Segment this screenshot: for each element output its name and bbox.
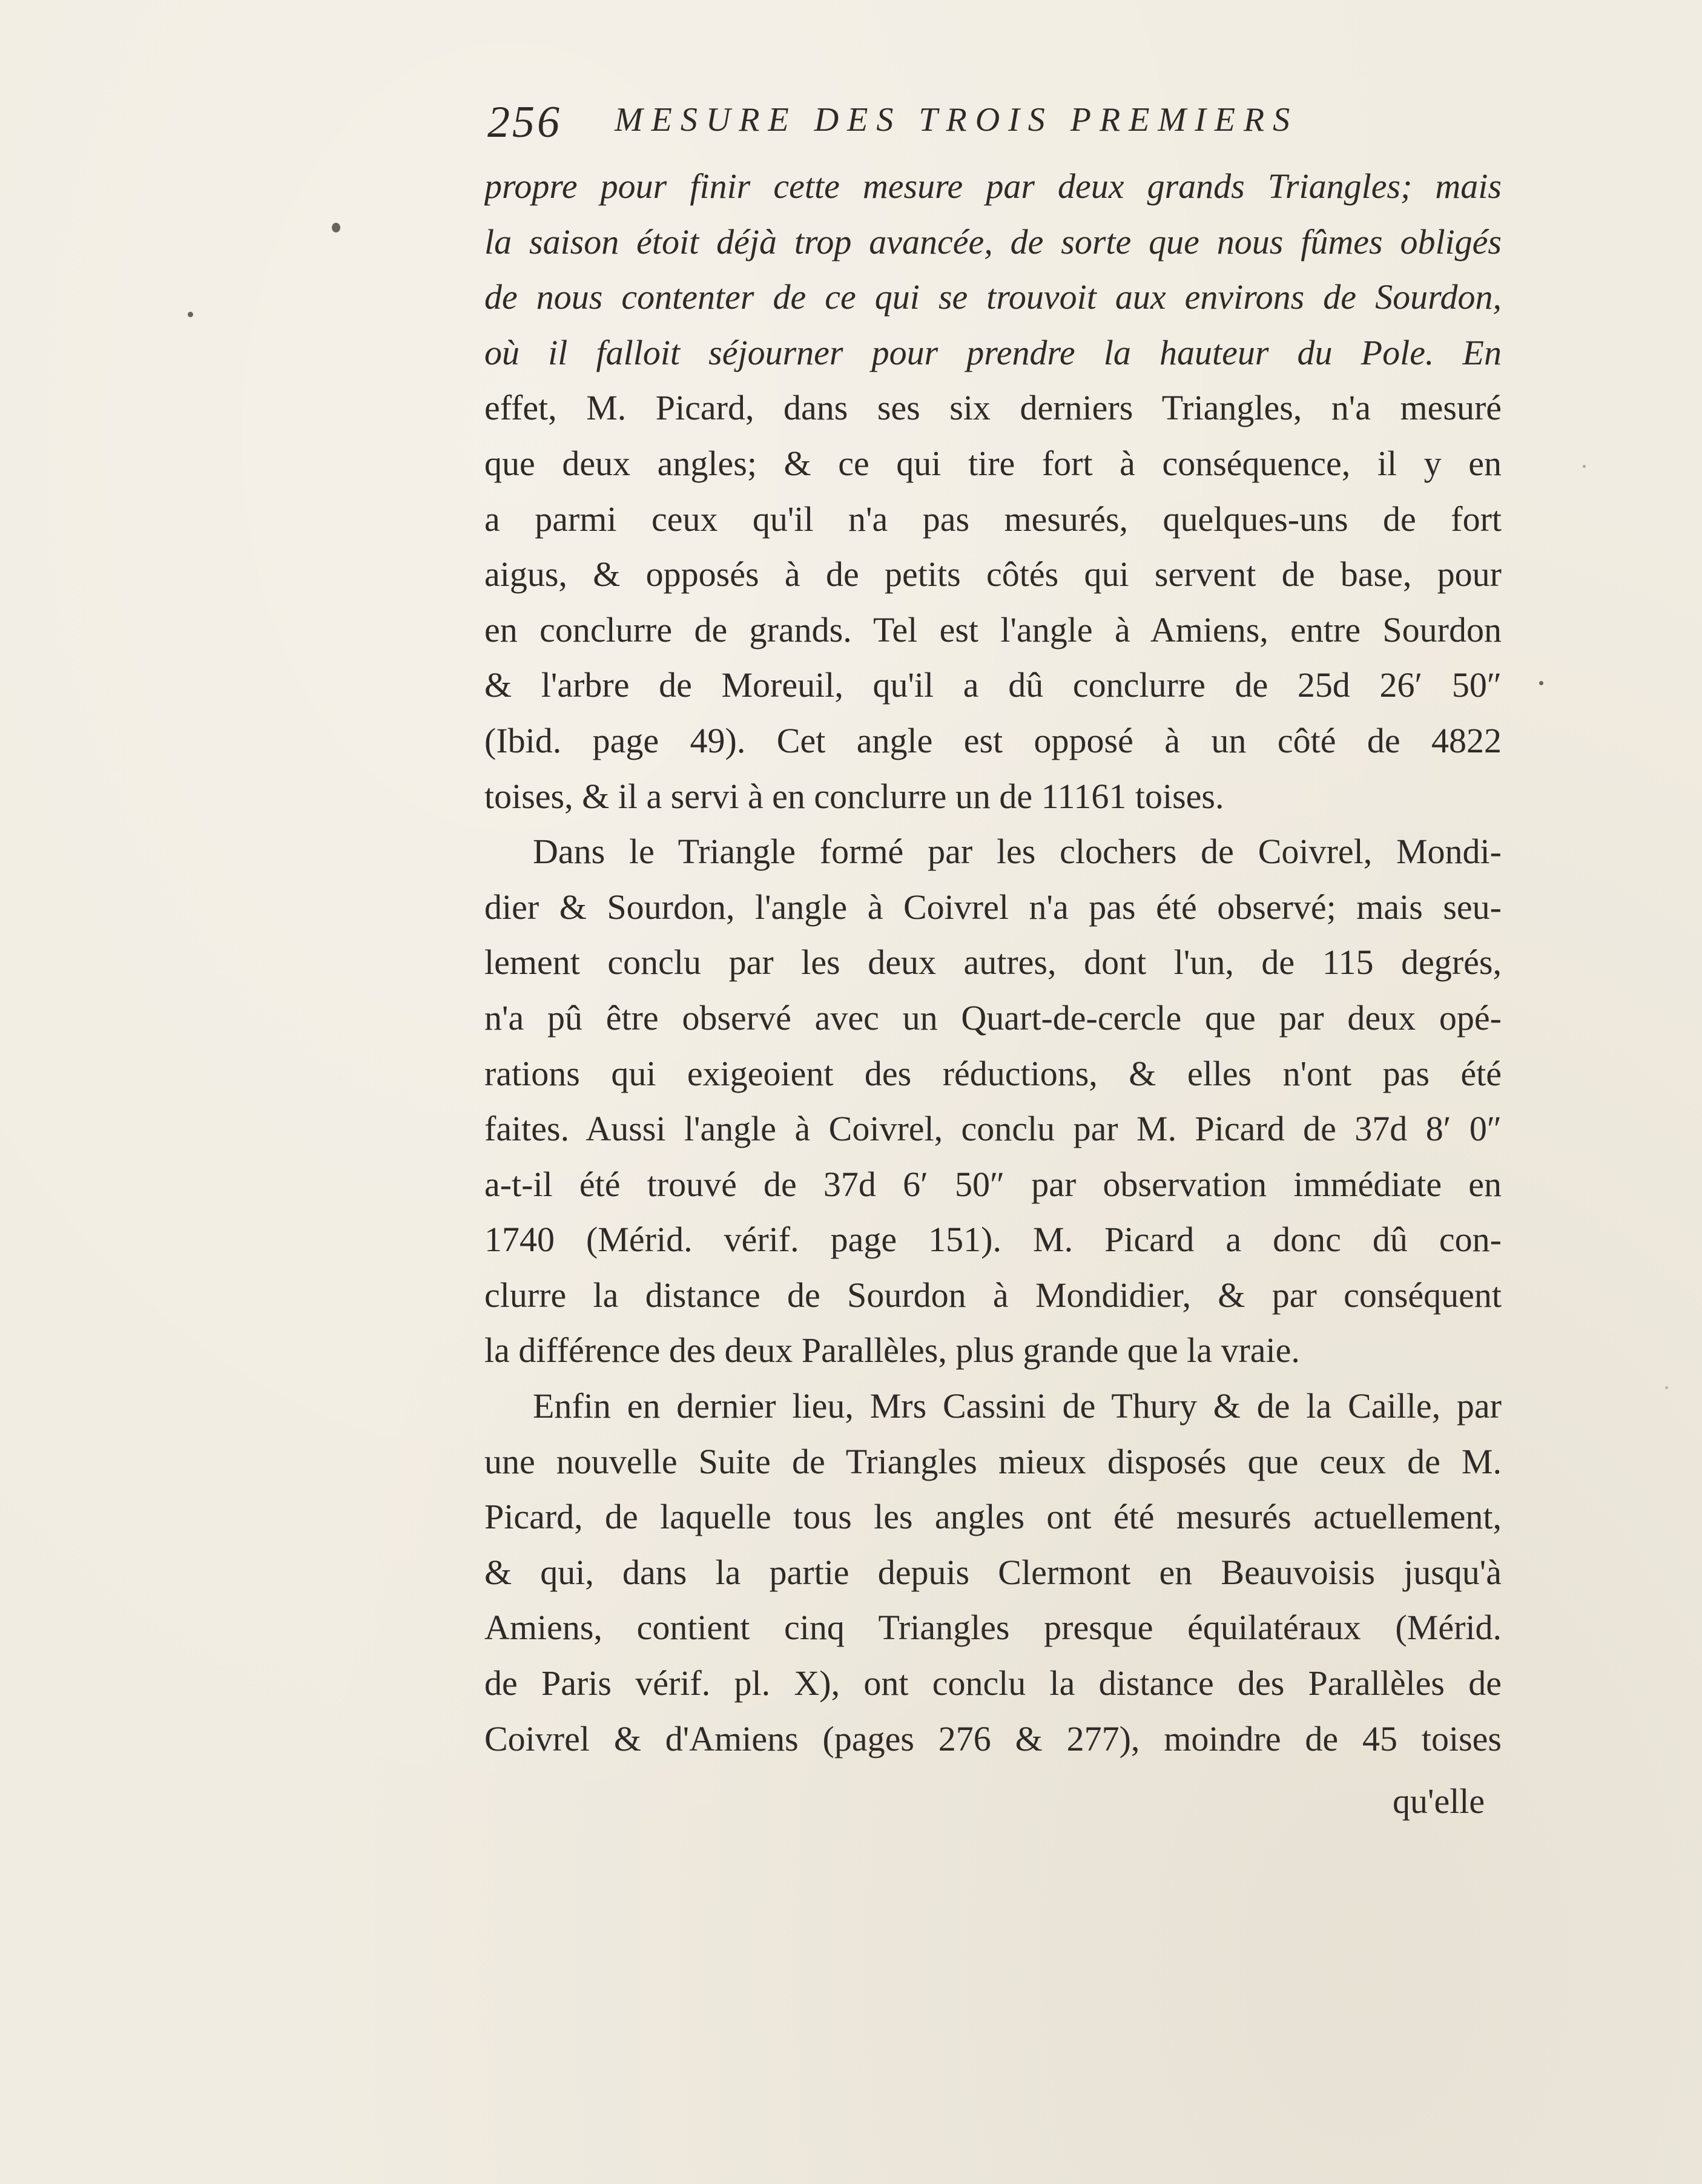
text-line: rations qui exigeoient des réductions, & elles n'ont pas été xyxy=(484,1053,1502,1093)
text-line: a parmi ceux qu'il n'a pas mesurés, quelques-uns de fort xyxy=(484,499,1502,539)
text-line: où il falloit séjourner pour prendre la hauteur du Pole. En xyxy=(484,332,1502,372)
text-line: Enfin en dernier lieu, Mrs Cassini de Thury & de la Caille, par xyxy=(533,1386,1502,1426)
text-line: dier & Sourdon, l'angle à Coivrel n'a pas été observé; mais seu- xyxy=(484,887,1502,927)
text-line: de nous contenter de ce qui se trouvoit aux environs de Sourdon, xyxy=(484,277,1502,317)
paper-speck xyxy=(332,223,340,232)
text-line: a-t-il été trouvé de 37d 6′ 50″ par observation immédiate en xyxy=(484,1164,1502,1204)
text-line: n'a pû être observé avec un Quart-de-cercle que par deux opé- xyxy=(484,998,1502,1038)
text-line: 1740 (Mérid. vérif. page 151). M. Picard a donc dû con- xyxy=(484,1220,1502,1260)
paper-speck xyxy=(1583,465,1586,468)
text-line: la saison étoit déjà trop avancée, de sorte que nous fûmes obligés xyxy=(484,222,1502,261)
body-text xyxy=(484,159,1502,1766)
text-line: Dans le Triangle formé par les clochers de Coivrel, Mondi- xyxy=(533,832,1502,872)
text-line: aigus, & opposés à de petits côtés qui servent de base, pour xyxy=(484,554,1502,594)
text-line: faites. Aussi l'angle à Coivrel, conclu par M. Picard de 37d 8′ 0″ xyxy=(484,1109,1502,1149)
paper-speck xyxy=(1665,1386,1668,1389)
text-line: Coivrel & d'Amiens (pages 276 & 277), moindre de 45 toises xyxy=(484,1719,1502,1758)
text-line: effet, M. Picard, dans ses six derniers Triangles, n'a mesuré xyxy=(484,388,1502,428)
text-line: & qui, dans la partie depuis Clermont en Beauvoisis jusqu'à xyxy=(484,1552,1502,1592)
text-line: clurre la distance de Sourdon à Mondidier, & par conséquent xyxy=(484,1275,1502,1315)
text-line: Picard, de laquelle tous les angles ont été mesurés actuellement, xyxy=(484,1497,1502,1537)
paper-speck xyxy=(1539,681,1543,685)
running-title: MESURE DES TROIS PREMIERS xyxy=(615,101,1299,139)
text-line: de Paris vérif. pl. X), ont conclu la distance des Parallèles de xyxy=(484,1663,1502,1703)
page-number: 256 xyxy=(487,97,562,147)
text-line: la différence des deux Parallèles, plus grande que la vraie. xyxy=(484,1330,1300,1370)
text-line: Amiens, contient cinq Triangles presque équilatéraux (Mérid. xyxy=(484,1608,1502,1648)
running-header xyxy=(487,97,1517,151)
text-line: & l'arbre de Moreuil, qu'il a dû conclurre de 25d 26′ 50″ xyxy=(484,665,1502,705)
text-line: que deux angles; & ce qui tire fort à conséquence, il y en xyxy=(484,443,1502,483)
text-line: lement conclu par les deux autres, dont l'un, de 115 degrés, xyxy=(484,942,1502,982)
text-line: en conclurre de grands. Tel est l'angle à Amiens, entre Sourdon xyxy=(484,610,1502,650)
text-line: toises, & il a servi à en conclurre un de 11161 toises. xyxy=(484,776,1224,816)
text-line: une nouvelle Suite de Triangles mieux disposés que ceux de M. xyxy=(484,1441,1502,1481)
catchword: qu'elle xyxy=(1393,1781,1485,1821)
text-line: (Ibid. page 49). Cet angle est opposé à un côté de 4822 xyxy=(484,720,1502,760)
text-line: propre pour finir cette mesure par deux grands Triangles; mais xyxy=(484,166,1502,206)
paper-speck xyxy=(188,312,193,317)
